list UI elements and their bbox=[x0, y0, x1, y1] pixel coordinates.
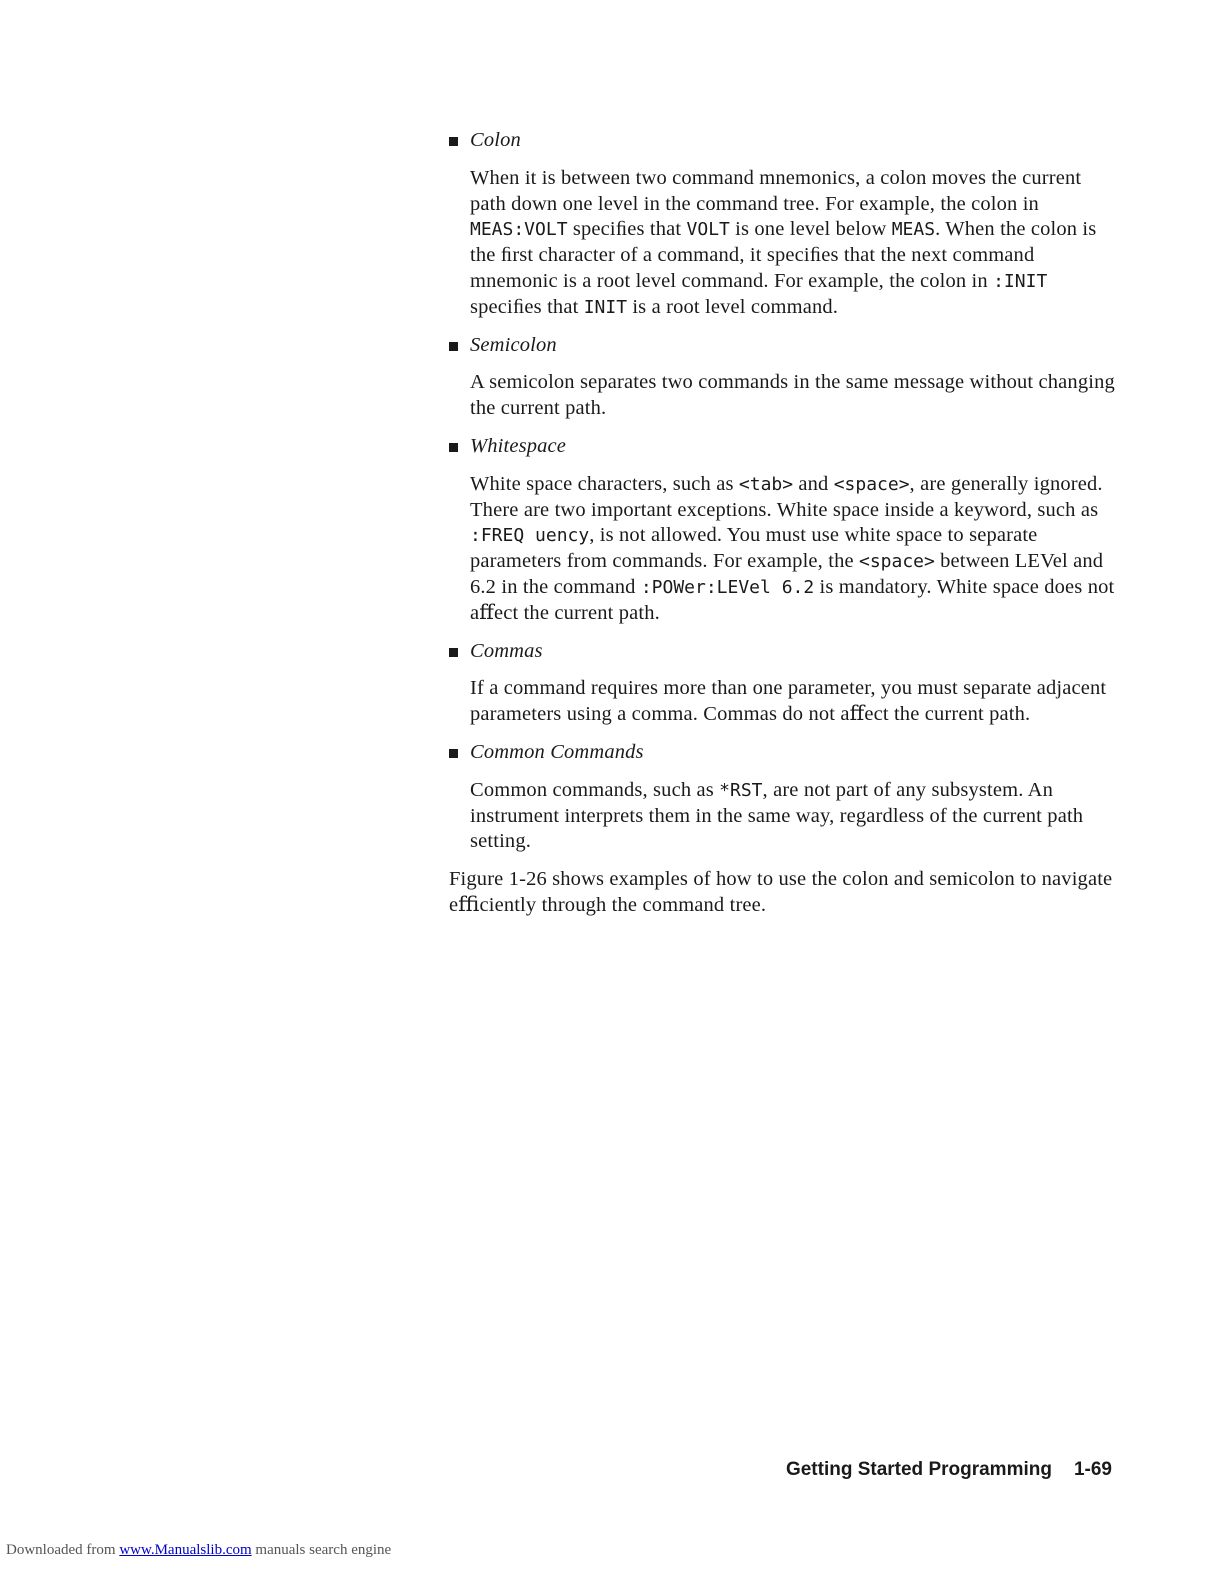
list-item-common-commands bbox=[449, 740, 1119, 855]
inline-code: :POWer:LEVel 6.2 bbox=[640, 576, 815, 598]
list-item-whitespace bbox=[449, 434, 1119, 627]
inline-code: <tab> bbox=[738, 473, 794, 495]
list-item-commas bbox=[449, 639, 1119, 728]
text-run: between LEVel and 6.2 in the command bbox=[470, 550, 1104, 598]
inline-code: :INIT bbox=[993, 270, 1048, 292]
item-title: Common Commands bbox=[470, 740, 644, 763]
text-run: , are generally ignored. There are two important exceptions. White space inside a keyword, such as bbox=[470, 472, 1103, 521]
bullet-square-icon bbox=[449, 342, 458, 351]
item-title: Commas bbox=[470, 639, 543, 662]
bullet-square-icon bbox=[449, 749, 458, 758]
text-run: White space characters, such as bbox=[470, 472, 739, 495]
text-run: When it is between two command mnemonics, a colon moves the current path down one level in the command tree. For example, the colon in bbox=[470, 166, 1082, 215]
text-run: speciﬁes that bbox=[470, 295, 584, 318]
text-run: , is not allowed. You must use white space to separate parameters from commands. For example, the bbox=[470, 524, 1038, 573]
text-run: is one level below bbox=[729, 218, 892, 241]
text-run: . When the colon is the ﬁrst character of a command, it speciﬁes that the next command mnemonic is a root level command. For example, the colon in bbox=[470, 218, 1097, 292]
text-run: is a root level command. bbox=[627, 295, 839, 318]
page-content bbox=[449, 128, 1119, 919]
inline-code: *RST bbox=[719, 779, 763, 801]
list-item-semicolon bbox=[449, 333, 1119, 422]
list-item-colon bbox=[449, 128, 1119, 321]
inline-code: MEAS bbox=[891, 219, 936, 241]
text-run: is mandatory. White space does not aﬀect the current path. bbox=[470, 575, 1115, 624]
text-run: and bbox=[793, 472, 834, 495]
inline-code: INIT bbox=[583, 296, 628, 318]
text-run: A semicolon separates two commands in the same message without changing the current path. bbox=[470, 371, 1115, 420]
footer-section-title: Getting Started Programming bbox=[785, 1459, 1052, 1480]
manualslib-link[interactable]: www.Manualslib.com bbox=[119, 1542, 252, 1558]
item-title: Colon bbox=[470, 129, 521, 151]
download-suffix: manuals search engine bbox=[251, 1542, 392, 1558]
download-notice bbox=[6, 1542, 391, 1559]
text-run: Common commands, such as bbox=[470, 778, 720, 801]
page-number: 1-69 bbox=[1073, 1459, 1112, 1480]
text-run: If a command requires more than one parameter, you must separate adjacent parameters using a comma. Commas do not aﬀect the current path. bbox=[470, 677, 1107, 726]
closing-paragraph: Figure 1-26 shows examples of how to use the colon and semicolon to navigate eﬃciently through the command tree. bbox=[449, 868, 1113, 916]
download-prefix: Downloaded from bbox=[6, 1542, 120, 1558]
inline-code: MEAS:VOLT bbox=[470, 219, 568, 241]
item-title: Semicolon bbox=[470, 333, 557, 356]
item-body bbox=[470, 370, 1119, 422]
inline-code: <space> bbox=[833, 473, 910, 495]
item-body bbox=[470, 778, 1119, 855]
item-body bbox=[470, 472, 1119, 627]
bullet-square-icon bbox=[449, 137, 458, 146]
text-run: , are not part of any subsystem. An instrument interprets them in the same way, regardless of the current path setting. bbox=[470, 778, 1084, 853]
text-run: speciﬁes that bbox=[567, 218, 687, 241]
bullet-square-icon bbox=[449, 648, 458, 657]
item-title: Whitespace bbox=[470, 434, 566, 457]
page-footer bbox=[600, 1459, 1112, 1481]
inline-code: VOLT bbox=[686, 219, 730, 241]
item-body bbox=[470, 166, 1119, 321]
item-body bbox=[470, 676, 1119, 728]
inline-code: :FREQ uency bbox=[470, 525, 590, 547]
bullet-square-icon bbox=[449, 443, 458, 452]
inline-code: <space> bbox=[859, 551, 935, 573]
